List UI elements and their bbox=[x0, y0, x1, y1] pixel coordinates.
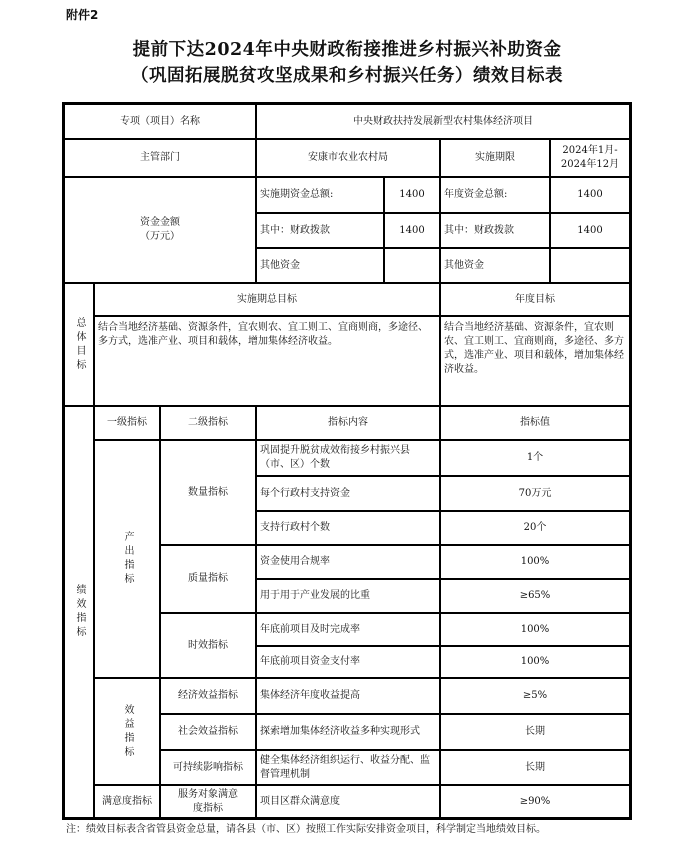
fiscal-fund-label: 其中：财政拨款 bbox=[256, 213, 384, 248]
timeliness-indicator-label: 时效指标 bbox=[160, 613, 256, 678]
indicator-content-6: 年底前项目及时完成率 bbox=[256, 613, 440, 646]
output-indicator-label bbox=[94, 440, 160, 678]
performance-indicator-label-text: 绩效指标 bbox=[74, 584, 85, 640]
indicator-value-3: 20个 bbox=[440, 511, 630, 545]
indicator-value-10: 长期 bbox=[440, 750, 630, 785]
period-goal-header: 实施期总目标 bbox=[94, 283, 440, 316]
department-label: 主管部门 bbox=[64, 139, 256, 177]
indicator-content-3: 支持行政村个数 bbox=[256, 511, 440, 545]
sustainable-impact-label: 可持续影响指标 bbox=[160, 750, 256, 785]
indicator-value-11: ≥90% bbox=[440, 785, 630, 818]
other-fund-value bbox=[384, 248, 440, 283]
quantity-indicator-label: 数量指标 bbox=[160, 440, 256, 545]
indicator-content-7: 年底前项目资金支付率 bbox=[256, 646, 440, 678]
fund-amount-label-main: 资金金额 bbox=[140, 217, 180, 228]
economic-benefit-label: 经济效益指标 bbox=[160, 678, 256, 714]
col-content-header: 指标内容 bbox=[256, 406, 440, 440]
annual-fund-value: 1400 bbox=[550, 177, 630, 213]
indicator-value-8: ≥5% bbox=[440, 678, 630, 714]
overall-goal-label bbox=[64, 283, 94, 406]
indicator-content-1: 巩固提升脱贫成效衔接乡村振兴县（市、区）个数 bbox=[256, 440, 440, 476]
total-fund-value: 1400 bbox=[384, 177, 440, 213]
indicator-value-2: 70万元 bbox=[440, 476, 630, 511]
indicator-content-11: 项目区群众满意度 bbox=[256, 785, 440, 818]
annual-goal-text: 结合当地经济基础、资源条件，宜农则农、宜工则工、宜商则商，多途径、多方式，选准产业、项目和载体，增加集体经济收益。 bbox=[440, 316, 630, 406]
period-label: 实施期限 bbox=[440, 139, 550, 177]
fiscal-fund-value: 1400 bbox=[384, 213, 440, 248]
department-value: 安康市农业农村局 bbox=[256, 139, 440, 177]
period-value-start: 2024年1月- bbox=[562, 145, 618, 156]
fund-amount-label-unit: （万元） bbox=[140, 231, 180, 242]
performance-indicator-label bbox=[64, 406, 94, 818]
other-fund-label: 其他资金 bbox=[256, 248, 384, 283]
project-name-value: 中央财政扶持发展新型农村集体经济项目 bbox=[256, 104, 630, 139]
footnote: 注：绩效目标表含省管县资金总量，请各县（市、区）按照工作实际安排资金项目，科学制定当地绩效目标。 bbox=[66, 824, 546, 835]
project-name-label: 专项（项目）名称 bbox=[64, 104, 256, 139]
annual-fiscal-fund-label: 其中：财政拨款 bbox=[440, 213, 550, 248]
annual-goal-header: 年度目标 bbox=[440, 283, 630, 316]
indicator-value-1: 1个 bbox=[440, 440, 630, 476]
col-level2-header: 二级指标 bbox=[160, 406, 256, 440]
social-benefit-label: 社会效益指标 bbox=[160, 714, 256, 750]
indicator-value-4: 100% bbox=[440, 545, 630, 579]
benefit-indicator-label bbox=[94, 678, 160, 785]
benefit-indicator-label-text: 效益指标 bbox=[122, 703, 133, 760]
period-value-end: 2024年12月 bbox=[560, 159, 620, 170]
indicator-value-6: 100% bbox=[440, 613, 630, 646]
indicator-content-8: 集体经济年度收益提高 bbox=[256, 678, 440, 714]
total-fund-label: 实施期资金总额: bbox=[256, 177, 384, 213]
attachment-label: 附件2 bbox=[66, 8, 99, 22]
overall-goal-label-text: 总体目标 bbox=[74, 316, 85, 373]
col-level1-header: 一级指标 bbox=[94, 406, 160, 440]
indicator-value-5: ≥65% bbox=[440, 579, 630, 613]
service-satisfaction-label: 服务对象满意度指标 bbox=[160, 785, 256, 818]
annual-other-fund-value bbox=[550, 248, 630, 283]
indicator-content-5: 用于用于产业发展的比重 bbox=[256, 579, 440, 613]
period-value bbox=[550, 139, 630, 177]
document-title-line-2: （巩固拓展脱贫攻坚成果和乡村振兴任务）绩效目标表 bbox=[131, 66, 563, 86]
col-value-header: 指标值 bbox=[440, 406, 630, 440]
indicator-content-10: 健全集体经济组织运行、收益分配、监督管理机制 bbox=[256, 750, 440, 785]
indicator-content-2: 每个行政村支持资金 bbox=[256, 476, 440, 511]
annual-fund-label: 年度资金总额: bbox=[440, 177, 550, 213]
fund-amount-label bbox=[64, 177, 256, 283]
document-title-line-1: 提前下达2024年中央财政衔接推进乡村振兴补助资金 bbox=[132, 40, 562, 60]
indicator-content-4: 资金使用合规率 bbox=[256, 545, 440, 579]
annual-other-fund-label: 其他资金 bbox=[440, 248, 550, 283]
indicator-value-7: 100% bbox=[440, 646, 630, 678]
period-goal-text: 结合当地经济基础、资源条件，宜农则农、宜工则工、宜商则商，多途径、多方式，选准产业、项目和载体，增加集体经济收益。 bbox=[94, 316, 440, 406]
indicator-value-9: 长期 bbox=[440, 714, 630, 750]
output-indicator-label-text: 产出指标 bbox=[122, 531, 133, 587]
annual-fiscal-fund-value: 1400 bbox=[550, 213, 630, 248]
quality-indicator-label: 质量指标 bbox=[160, 545, 256, 613]
performance-table bbox=[62, 102, 632, 820]
satisfaction-indicator-label: 满意度指标 bbox=[94, 785, 160, 818]
indicator-content-9: 探索增加集体经济收益多种实现形式 bbox=[256, 714, 440, 750]
